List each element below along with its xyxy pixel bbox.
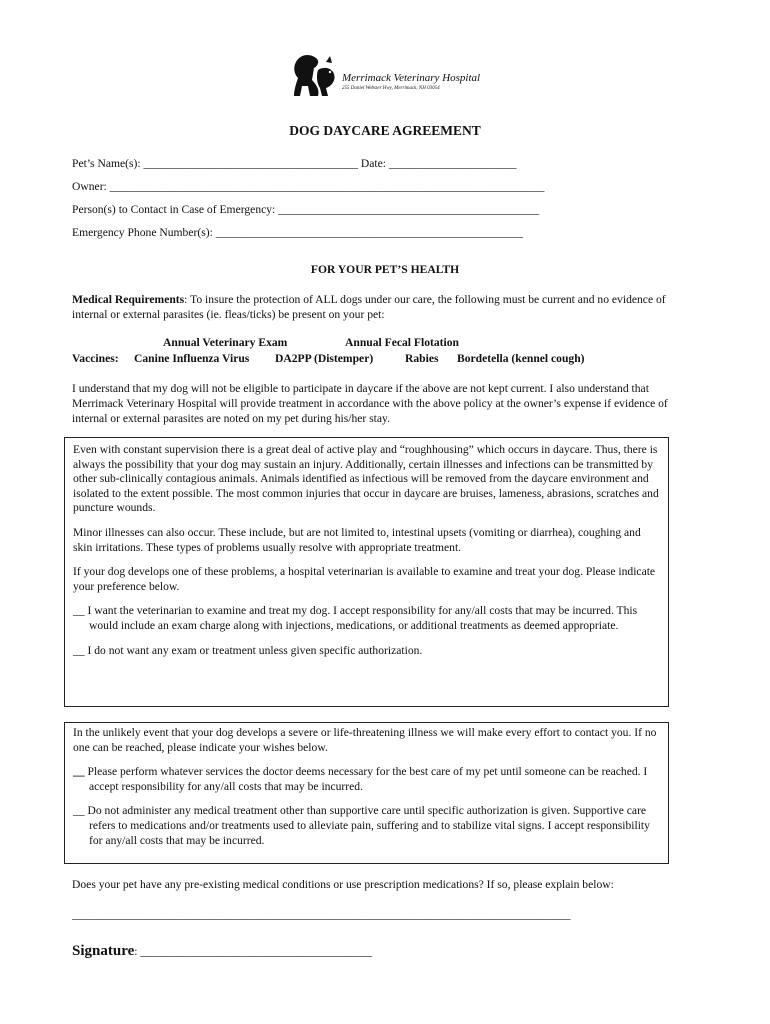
medical-requirements <box>72 292 692 322</box>
hospital-name: Merrimack Veterinary Hospital <box>342 72 481 84</box>
vaccine-influenza: Canine Influenza Virus <box>134 352 250 365</box>
emergency-paragraph: In the unlikely event that your dog develops a severe or life-threatening illness we will make every effort to contact you. If no one can be reached, please indicate your wishes below. <box>73 726 657 754</box>
health-heading: FOR YOUR PET’S HEALTH <box>310 263 460 276</box>
treat-option[interactable]: __ I want the veterinarian to examine and treat my dog. I accept responsibility for any/all costs that may be incurred. This would include an exam charge along with injections, medications, or additional treatments as deemed appropriate. <box>73 604 638 632</box>
minor-illness-paragraph: Minor illnesses can also occur. These include, but are not limited to, intestinal upsets (vomiting or diarrhea), coughing and skin irritations. These types of problems usually resolve with appropriate treatment. <box>73 525 641 554</box>
annual-exam: Annual Veterinary Exam <box>163 336 288 349</box>
hospital-address: 255 Daniel Webster Hwy, Merrimack, NH 03054 <box>342 86 440 91</box>
medical-requirements-label: Medical Requirements <box>72 293 185 306</box>
vaccines-label: Vaccines: <box>72 352 119 365</box>
signature-field[interactable] <box>72 943 372 960</box>
signature-line[interactable]: : ________________________________________ <box>134 945 373 958</box>
preference-paragraph: If your dog develops one of these problems, a hospital veterinarian is available to examine and treat your dog. Please indicate your preference below. <box>73 565 656 593</box>
emergency-phone-field[interactable]: Emergency Phone Number(s): _____________________________________________________ <box>72 226 523 239</box>
conditions-question: Does your pet have any pre-existing medical conditions or use prescription medications? If so, please explain below: <box>72 878 614 891</box>
medical-requirements-text: : To insure the protection of ALL dogs under our care, the following must be current and no evidence of internal or external parasites (ie. fleas/ticks) be present on your pet: <box>72 293 666 321</box>
understand-paragraph: I understand that my dog will not be eligible to participate in daycare if the above are not kept current. I also understand that Merrimack Veterinary Hospital will provide treatment in accordance with the above policy at the owner’s expense if evidence of internal or external parasites are noted on my pet during his/her stay. <box>72 382 668 425</box>
injury-paragraph: Even with constant supervision there is a great deal of active play and “roughhousing” which occurs in daycare. Thus, there is always the possibility that your dog may sustain an injury. Additionally, certain illnesses and infections can be transmitted by other sub-clinically contagious animals. Animals identified as infectious will be removed from the daycare environment and isolated to the extent possible. The most common injuries that occur in daycare are bruises, lameness, abrasions, scratches and puncture wounds. <box>73 443 659 515</box>
vaccine-da2pp: DA2PP (Distemper) <box>275 352 374 365</box>
pet-name-field[interactable]: Pet’s Name(s): _____________________________________ Date: ______________________ <box>72 157 517 170</box>
vaccine-bordetella: Bordetella (kennel cough) <box>457 352 585 365</box>
owner-field[interactable]: Owner: ___________________________________________________________________________ <box>72 180 545 193</box>
emergency-contact-field[interactable]: Person(s) to Contact in Case of Emergency: _____________________________________________ <box>72 203 540 216</box>
injury-illness-box <box>64 437 669 707</box>
perform-services-option[interactable] <box>73 765 660 794</box>
option-blank[interactable]: __ <box>73 765 85 779</box>
hospital-logo <box>290 50 490 100</box>
perform-services-text: Please perform whatever services the doctor deems necessary for the best care of my pet until someone can be reached. I accept responsibility for any/all costs that may be incurred. <box>84 765 648 793</box>
emergency-box <box>64 722 669 864</box>
page-title: DOG DAYCARE AGREEMENT <box>289 123 481 138</box>
vaccine-rabies: Rabies <box>405 352 439 365</box>
no-treat-option[interactable]: __ I do not want any exam or treatment unless given specific authorization. <box>73 643 423 657</box>
supportive-care-option[interactable]: __ Do not administer any medical treatment other than supportive care until specific authorization is given. Supportive care refers to medications and/or treatments used to alleviate pain, suffering and to stabilize vital signs. I accept responsibility for any/all costs that may be incurred. <box>73 804 650 847</box>
dog-cat-logo-icon <box>290 50 340 100</box>
signature-label: Signature <box>72 943 135 959</box>
conditions-answer-line[interactable]: ______________________________________________________________________________________ <box>72 908 571 921</box>
annual-fecal: Annual Fecal Flotation <box>345 336 460 349</box>
